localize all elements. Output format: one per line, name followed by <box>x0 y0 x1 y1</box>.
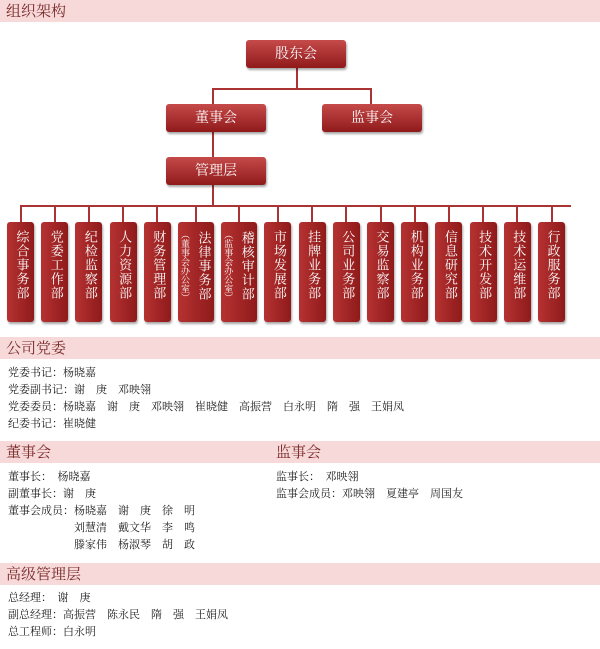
department-note: （监事会办公室） <box>222 230 233 302</box>
department-box <box>264 222 291 322</box>
department-label: 党委工作部 <box>47 230 63 300</box>
dept-connector-11 <box>414 205 416 222</box>
department-box <box>333 222 360 322</box>
department-label: 挂牌业务部 <box>305 230 321 300</box>
party-line-secretary: 党委书记：杨晓嘉 <box>8 366 96 379</box>
department-label: 技术开发部 <box>476 230 492 300</box>
connector-mgmt-down <box>212 185 214 205</box>
senior-line-chief-engineer: 总工程师：白永明 <box>8 625 96 638</box>
board-line-members-3: 滕家伟 杨淑琴 胡 政 <box>8 538 195 551</box>
department-box <box>470 222 497 322</box>
shareholders-box: 股东会 <box>246 40 346 68</box>
department-box <box>401 222 428 322</box>
department-label: 人力资源部 <box>116 230 132 300</box>
department-label: 交易监察部 <box>373 230 389 300</box>
dept-connector-9 <box>345 205 347 222</box>
department-box <box>367 222 394 322</box>
senior-section-title: 高级管理层 <box>0 563 600 585</box>
department-note: （董事会办公室） <box>179 230 189 302</box>
dept-connector-10 <box>380 205 382 222</box>
department-label: 综合事务部 <box>13 230 29 300</box>
dept-connector-1 <box>54 205 56 222</box>
party-section-title: 公司党委 <box>0 337 600 359</box>
dept-connector-15 <box>551 205 553 222</box>
supervisory-section-title: 监事会 <box>270 441 600 463</box>
department-label: 技术运维部 <box>510 230 526 300</box>
department-box <box>144 222 171 322</box>
department-box <box>7 222 34 322</box>
dept-connector-0 <box>20 205 22 222</box>
management-box: 管理层 <box>166 157 266 185</box>
board-box: 董事会 <box>166 104 266 132</box>
connector-board <box>212 88 214 104</box>
dept-connector-2 <box>88 205 90 222</box>
department-box <box>41 222 68 322</box>
dept-connector-14 <box>516 205 518 222</box>
supervisory-line-chair: 监事长： 邓映翎 <box>276 470 359 483</box>
department-label: 财务管理部 <box>150 230 166 300</box>
dept-connector-5 <box>195 205 197 222</box>
board-line-vice-chair: 副董事长：谢 庚 <box>8 487 96 500</box>
connector-supervisory <box>370 88 372 104</box>
department-box <box>75 222 102 322</box>
department-label: 市场发展部 <box>270 230 286 300</box>
party-line-discipline: 纪委书记：崔晓健 <box>8 417 96 430</box>
board-line-members-1: 董事会成员：杨晓嘉 谢 庚 徐 明 <box>8 504 195 517</box>
connector-top <box>296 66 298 88</box>
senior-line-gm: 总经理： 谢 庚 <box>8 591 91 604</box>
supervisory-box: 监事会 <box>322 104 422 132</box>
department-label: 信息研究部 <box>441 230 457 300</box>
department-label: 纪检监察部 <box>81 230 97 300</box>
senior-line-deputy-gm: 副总经理：高振营 陈永民 隋 强 王娟凤 <box>8 608 228 621</box>
dept-connector-7 <box>277 205 279 222</box>
department-box <box>538 222 565 322</box>
supervisory-line-members: 监事会成员：邓映翎 夏建亭 周国友 <box>276 487 463 500</box>
board-line-chair: 董事长： 杨晓嘉 <box>8 470 91 483</box>
department-box <box>178 222 214 322</box>
dept-connector-3 <box>122 205 124 222</box>
connector-mgmt <box>212 132 214 157</box>
department-label: 稽核审计部 <box>238 231 254 301</box>
dept-connector-6 <box>238 205 240 222</box>
department-label: 法律事务部 <box>195 231 211 301</box>
department-box <box>110 222 137 322</box>
department-label: 机构业务部 <box>407 230 423 300</box>
dept-connector-4 <box>156 205 158 222</box>
department-label: 公司业务部 <box>339 230 355 300</box>
party-line-members: 党委委员：杨晓嘉 谢 庚 邓映翎 崔晓健 高振营 白永明 隋 强 王娟凤 <box>8 400 404 413</box>
connector-depts <box>20 205 571 207</box>
connector-h1 <box>212 88 372 90</box>
org-section-title: 组织架构 <box>0 0 600 22</box>
dept-connector-13 <box>482 205 484 222</box>
department-box <box>504 222 531 322</box>
department-box <box>299 222 326 322</box>
board-section-title: 董事会 <box>0 441 296 463</box>
dept-connector-12 <box>448 205 450 222</box>
department-label: 行政服务部 <box>544 230 560 300</box>
department-box <box>221 222 257 322</box>
dept-connector-8 <box>311 205 313 222</box>
department-box <box>435 222 462 322</box>
party-line-deputy: 党委副书记：谢 庚 邓映翎 <box>8 383 151 396</box>
board-line-members-2: 刘慧清 戴文华 李 鸣 <box>8 521 195 534</box>
